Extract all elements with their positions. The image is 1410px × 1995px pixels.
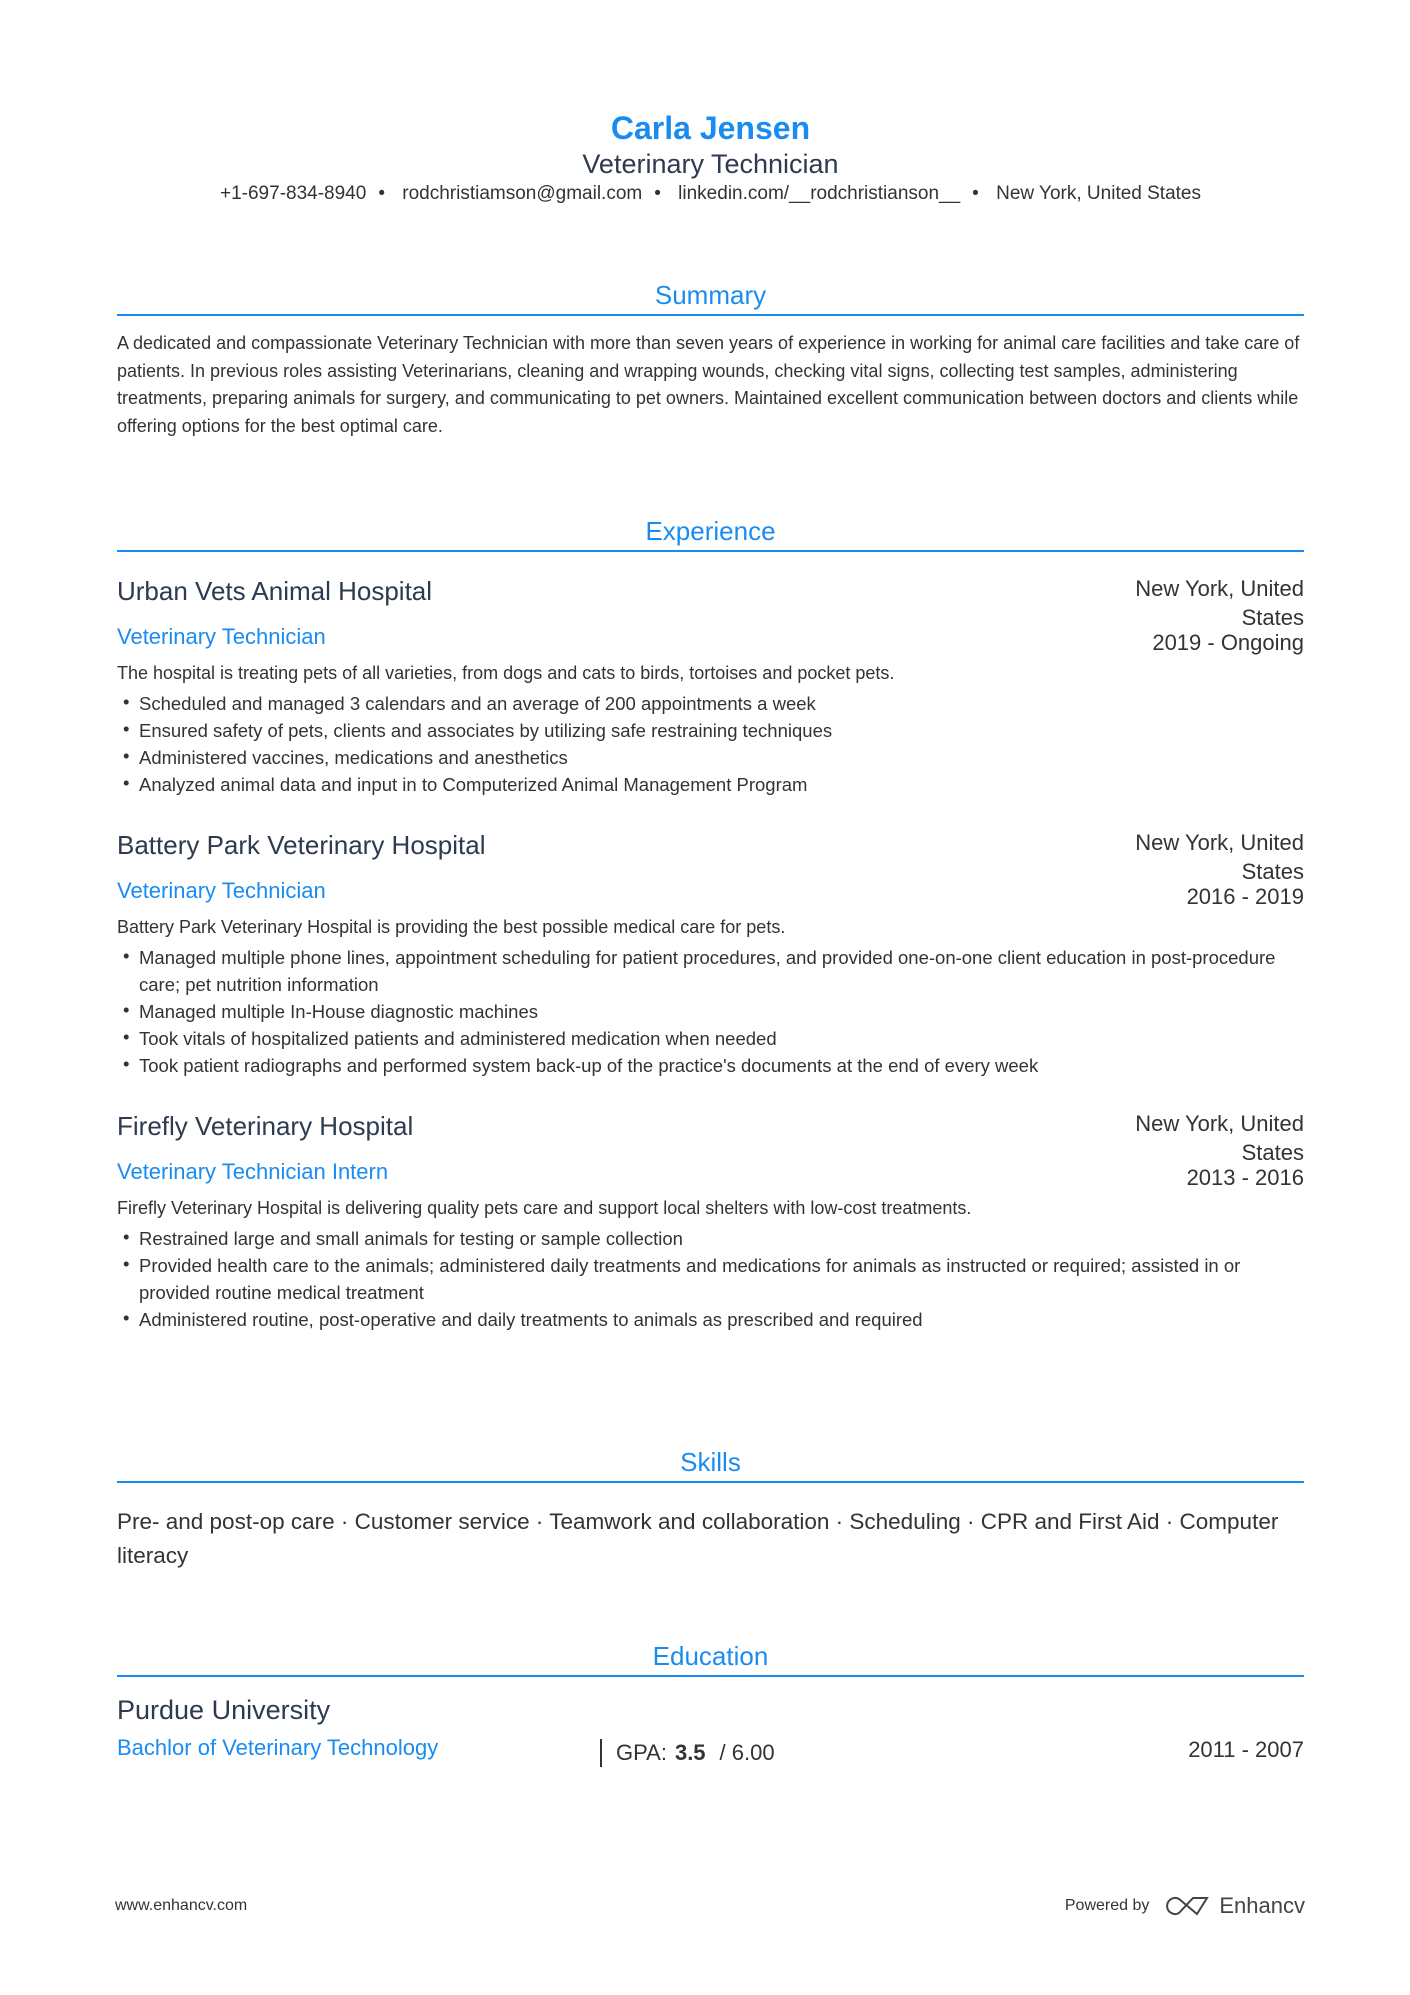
job-description: The hospital is treating pets of all varieties, from dogs and cats to birds, tortoises and pocket pets. <box>117 663 895 683</box>
location: New York, United States <box>996 183 1201 204</box>
bullet-item: • Took vitals of hospitalized patients and administered medication when needed <box>117 1025 1304 1052</box>
experience-section <box>117 516 1304 1363</box>
gpa-max: / 6.00 <box>719 1740 775 1765</box>
bullet-item: • Managed multiple In-House diagnostic machines <box>117 998 1304 1025</box>
bullet-item: • Ensured safety of pets, clients and associates by utilizing safe restraining techniques <box>117 717 1304 744</box>
job-location: New York, United States <box>1135 1111 1304 1165</box>
bullet-list <box>117 1225 1304 1333</box>
education-dates: 2011 - 2007 <box>1188 1737 1304 1762</box>
enhancv-logo <box>1163 1893 1305 1919</box>
bullet-item: • Managed multiple phone lines, appointment scheduling for patient procedures, and provided one-on-one client education in post-procedure care; pet nutrition information <box>117 944 1304 998</box>
enhancv-logo-icon <box>1163 1894 1209 1918</box>
section-heading: Education <box>652 1641 769 1671</box>
summary-section <box>117 280 1304 440</box>
brand-name: Enhancv <box>1219 1893 1305 1918</box>
section-heading: Summary <box>654 280 767 310</box>
bullet-item: • Administered vaccines, medications and anesthetics <box>117 744 1304 771</box>
bullet-item: • Restrained large and small animals for testing or sample collection <box>117 1225 1304 1252</box>
degree: Bachlor of Veterinary Technology <box>117 1735 439 1760</box>
job-role: Veterinary Technician <box>117 624 326 649</box>
powered-by: Powered by <box>1064 1897 1150 1914</box>
summary-text: A dedicated and compassionate Veterinary Technician with more than seven years of experience in working for animal care facilities and take care of patients. In previous roles assisting Veterinarians, cleaning and wrapping wounds, checking vital signs, collecting test samples, administering treatments, preparing animals for surgery, and communicating to pet owners. Maintained excellent communication between doctors and clients while offering options for the best optimal care. <box>117 333 1300 436</box>
footer <box>115 1893 1305 1918</box>
job-dates: 2016 - 2019 <box>1186 884 1304 909</box>
skills-list: Pre- and post-op care · Customer service · Teamwork and collaboration · Scheduling · CPR and First Aid · Computer literacy <box>117 1509 1279 1568</box>
website-link[interactable]: www.enhancv.com <box>115 1897 248 1914</box>
contact-line: +1-697-834-8940 • rodchristiamson@gmail.com • linkedin.com/__rodchristianson__ • New York, United States <box>220 183 1201 204</box>
section-heading: Experience <box>645 516 776 546</box>
job-description: Battery Park Veterinary Hospital is providing the best possible medical care for pets. <box>117 917 786 937</box>
job-entry <box>117 574 1304 798</box>
job-role: Veterinary Technician Intern <box>117 1159 389 1184</box>
bullet-item: • Analyzed animal data and input in to Computerized Animal Management Program <box>117 771 1304 798</box>
linkedin-link[interactable]: linkedin.com/__rodchristianson__ <box>678 183 961 204</box>
job-dates: 2013 - 2016 <box>1186 1165 1304 1190</box>
job-location: New York, United States <box>1135 576 1304 630</box>
candidate-name: Carla Jensen <box>610 110 811 146</box>
job-location: New York, United States <box>1135 830 1304 884</box>
job-entry <box>117 1109 1304 1333</box>
education-section <box>117 1641 1304 1765</box>
bullet-item: • Scheduled and managed 3 calendars and an average of 200 appointments a week <box>117 690 1304 717</box>
candidate-title: Veterinary Technician <box>582 149 839 179</box>
job-entry <box>117 828 1304 1079</box>
bullet-item: • Administered routine, post-operative and daily treatments to animals as prescribed and required <box>117 1306 1304 1333</box>
email-link[interactable]: rodchristiamson@gmail.com <box>402 183 643 204</box>
school-name: Purdue University <box>117 1695 331 1725</box>
divider <box>117 1675 1304 1677</box>
gpa <box>600 1739 775 1767</box>
skills-section <box>117 1447 1304 1573</box>
gpa-value: 3.5 <box>674 1740 706 1765</box>
company-name: Firefly Veterinary Hospital <box>117 1111 414 1141</box>
education-entry <box>117 1695 1304 1765</box>
job-description: Firefly Veterinary Hospital is delivering quality pets care and support local shelters with low-cost treatments. <box>117 1198 972 1218</box>
company-name: Urban Vets Animal Hospital <box>117 576 433 606</box>
bullet-list <box>117 944 1304 1079</box>
job-role: Veterinary Technician <box>117 878 326 903</box>
divider <box>117 314 1304 316</box>
section-heading: Skills <box>680 1447 741 1477</box>
company-name: Battery Park Veterinary Hospital <box>117 830 486 860</box>
bullet-item: • Took patient radiographs and performed system back-up of the practice's documents at the end of every week <box>117 1052 1304 1079</box>
divider <box>117 550 1304 552</box>
gpa-label: GPA: <box>616 1740 667 1765</box>
job-dates: 2019 - Ongoing <box>1152 630 1304 655</box>
bullet-list <box>117 690 1304 798</box>
bullet-item: • Provided health care to the animals; administered daily treatments and medications for animals as instructed or required; assisted in or provided routine medical treatment <box>117 1252 1304 1306</box>
phone: +1-697-834-8940 <box>220 183 367 204</box>
divider <box>117 1481 1304 1483</box>
